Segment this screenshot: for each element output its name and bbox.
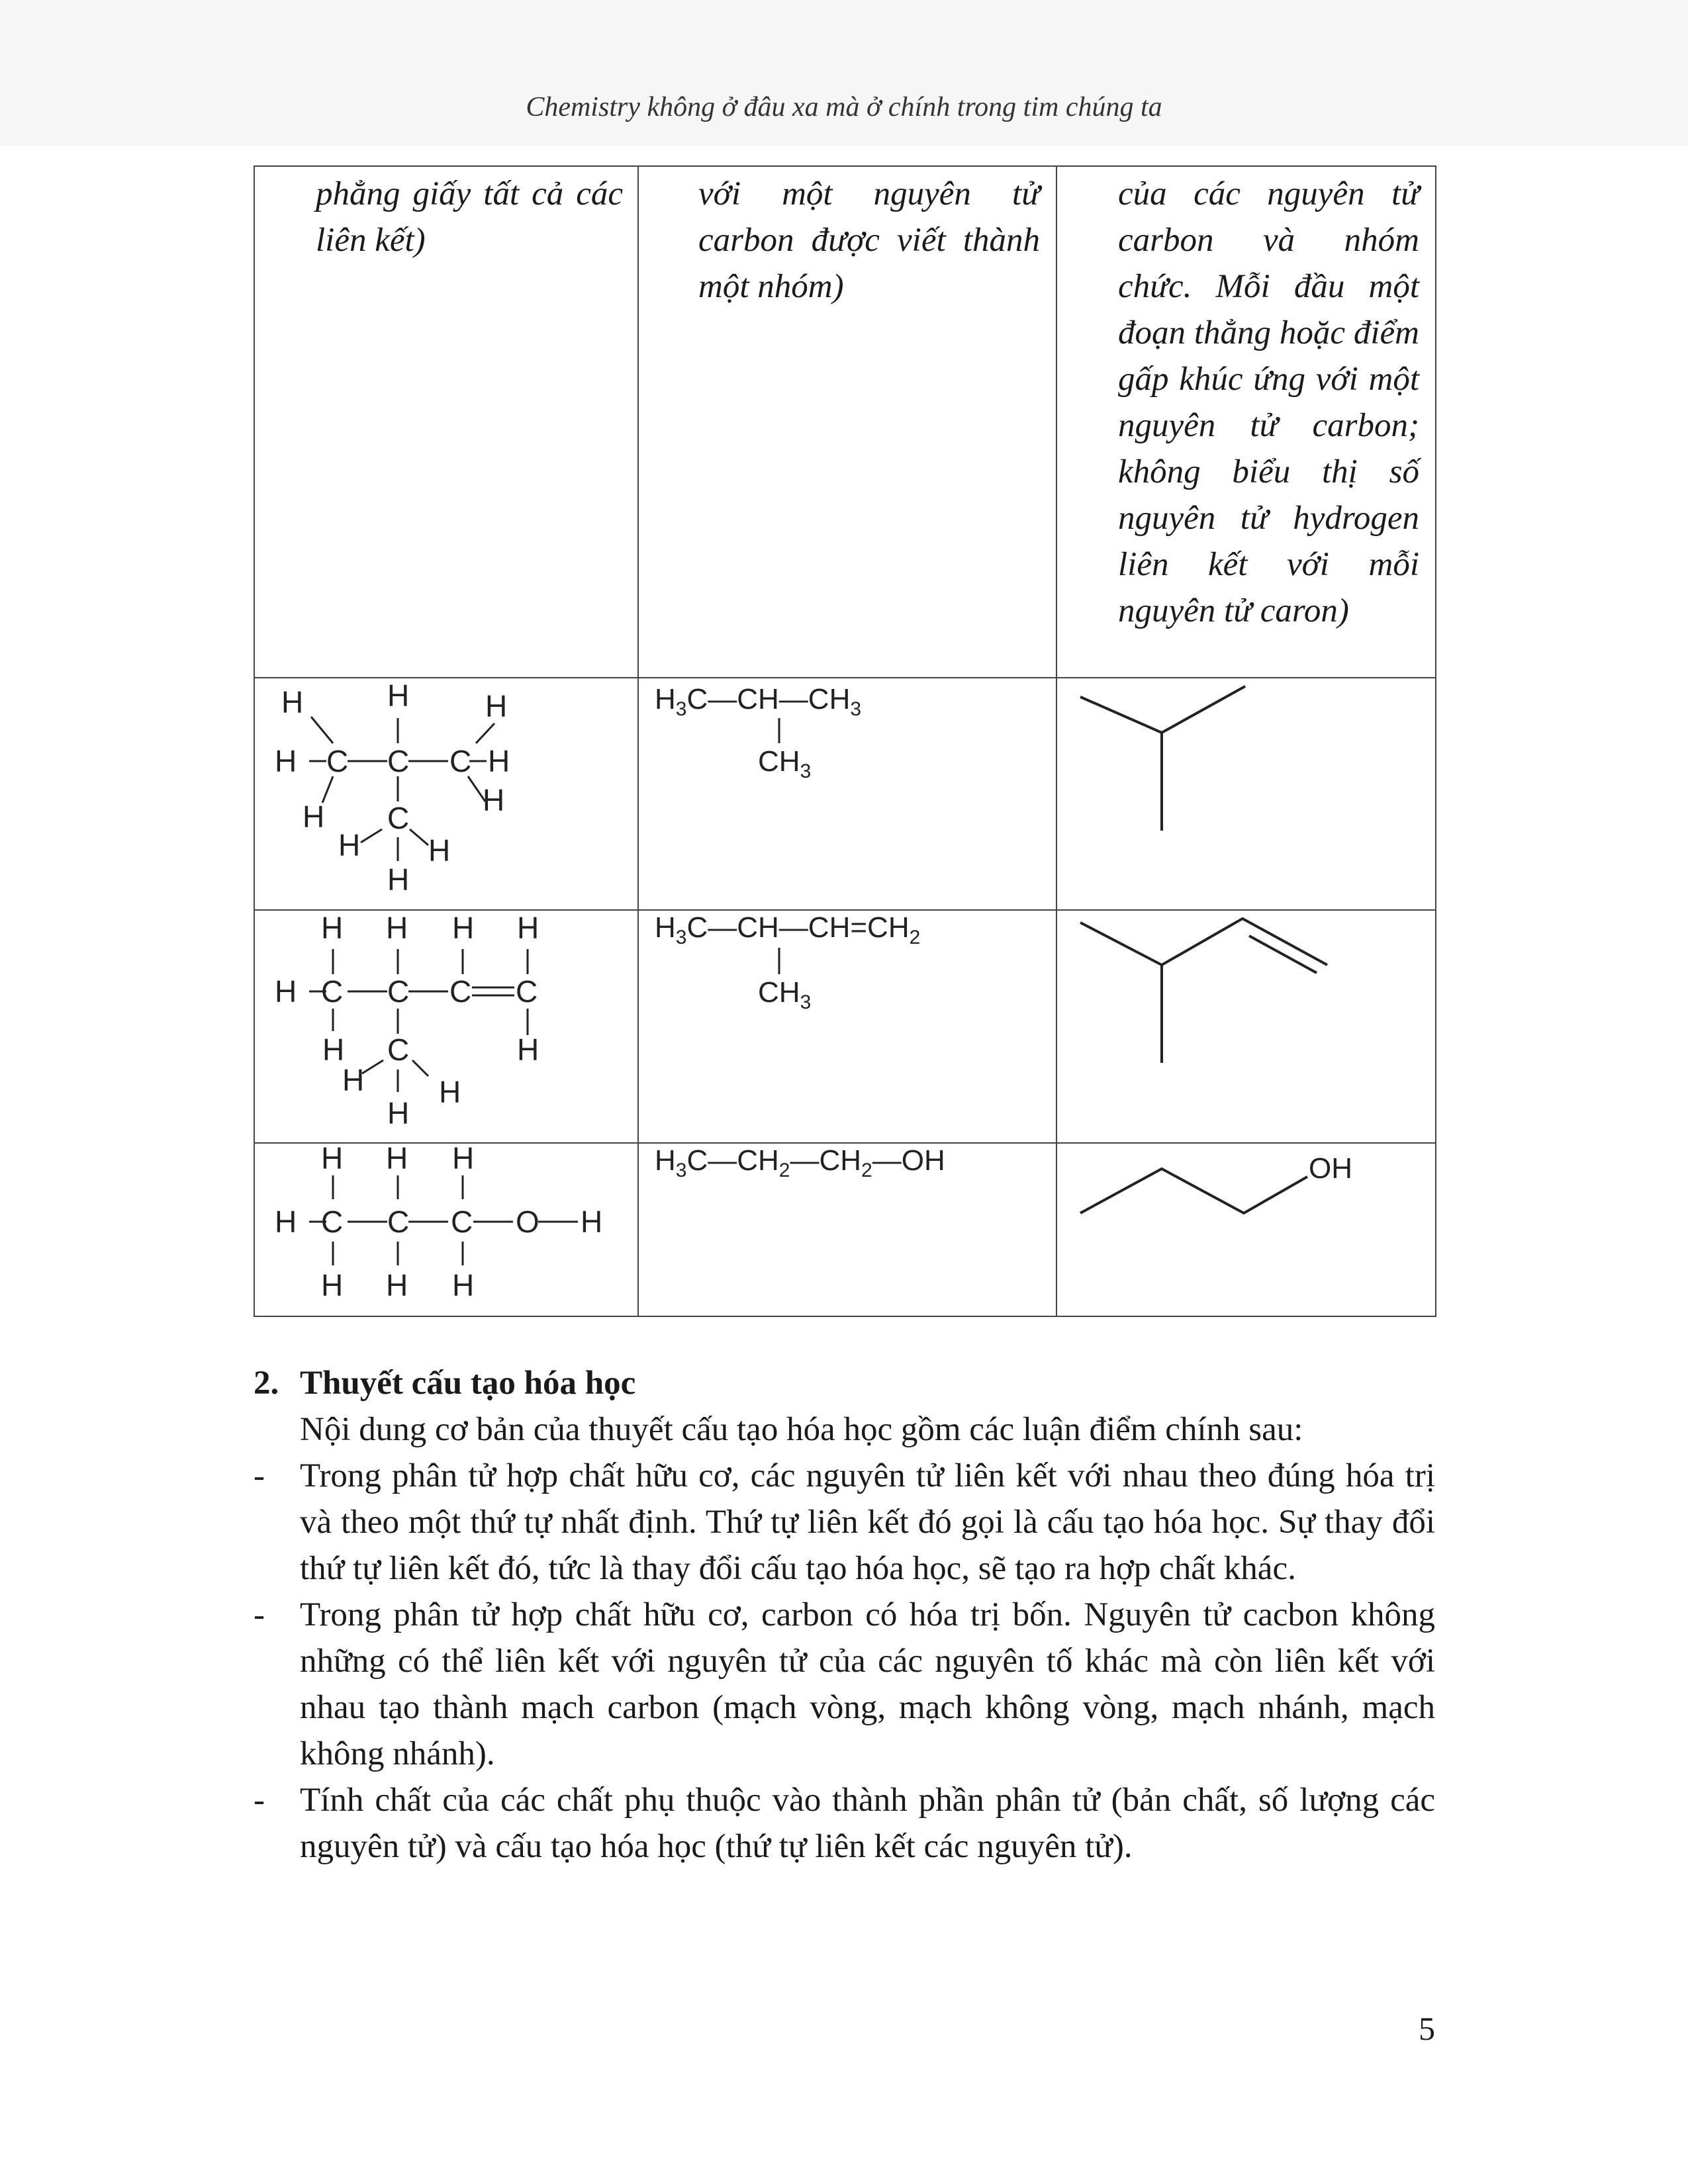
table-cell-full-structural [254,910,638,1143]
table-row-descriptions [254,166,1436,678]
skeletal-oh-label: OH [1309,1152,1352,1185]
svg-text:C: C [449,744,472,778]
svg-text:H: H [281,685,304,719]
bullet-text: Tính chất của các chất phụ thuộc vào thành phần phân tử (bản chất, số lượng các nguyên tử) và cấu tạo hóa học (thứ tự liên kết các nguyên tử). [300,1782,1435,1865]
svg-text:C: C [387,1032,410,1067]
condensed-branch: $CH_3$ [758,976,812,1013]
condensed-main-chain: $H_3C—CH—CH=CH_2$ [655,911,921,948]
structure-formula-table [254,165,1436,1317]
svg-text:O: O [516,1205,539,1239]
skeletal-description: của các nguyên tử carbon và nhóm chức. Mỗi đầu một đoạn thẳng hoặc điểm gấp khúc ứng với một nguyên tử carbon; không biểu thị số nguyên tử hydrogen liên kết với mỗi nguyên tử caron) [1118,175,1419,629]
svg-text:H: H [452,911,475,945]
svg-text:H: H [387,1096,410,1130]
svg-text:H: H [275,974,297,1009]
bullet-text: Trong phân tử hợp chất hữu cơ, carbon có hóa trị bốn. Nguyên tử cacbon không những có thể liên kết với nguyên tử của các nguyên tố khác mà còn liên kết với nhau tạo thành mạch carbon (mạch vòng, mạch không vòng, mạch nhánh, mạch không nhánh). [300,1596,1435,1772]
bullet-text: Trong phân tử hợp chất hữu cơ, các nguyên tử liên kết với nhau theo đúng hóa trị và theo một thứ tự nhất định. Thứ tự liên kết đó gọi là cấu tạo hóa học. Sự thay đổi thứ tự liên kết đó, tức là thay đổi cấu tạo hóa học, sẽ tạo ra hợp chất khác. [300,1457,1435,1587]
svg-text:C: C [387,801,410,835]
table-cell-skeletal [1056,910,1436,1143]
table-cell-condensed [638,678,1056,910]
bullet-dash: - [254,1457,265,1494]
full-structural-formula-propan-1-ol [255,1144,639,1317]
table-row [254,910,1436,1143]
bullet-dash: - [254,1596,265,1633]
section-intro: Nội dung cơ bản của thuyết cấu tạo hóa học gồm các luận điểm chính sau: [300,1411,1303,1448]
skeletal-formula-3-methylbut-1-ene [1057,911,1436,1144]
condensed-branch: $CH_3$ [758,745,812,782]
condensed-formula-propan-1-ol [639,1144,1057,1317]
skeletal-formula-2-methylpropane [1057,678,1436,911]
condensed-formula-2-methylpropane [639,678,1057,911]
svg-text:C: C [516,974,538,1009]
full-structural-description: phẳng giấy tất cả các liên kết) [316,175,623,259]
svg-text:H: H [322,1032,345,1067]
table-cell-full-structural [254,1143,638,1316]
section-heading [254,1360,1435,1406]
bullet-item [254,1592,1435,1777]
table-row [254,678,1436,910]
svg-text:H: H [321,1268,344,1302]
svg-text:C: C [387,744,410,778]
svg-text:C: C [387,974,410,1009]
svg-text:H: H [452,1144,475,1175]
section-number: 2. [254,1365,279,1402]
condensed-main-chain: $H_3C—CH_2—CH_2—OH$ [655,1144,945,1181]
svg-text:H: H [517,1032,539,1067]
svg-text:H: H [342,1063,365,1097]
bullet-dash: - [254,1782,265,1819]
svg-text:H: H [275,1205,297,1239]
table-cell-skeletal [1056,678,1436,910]
svg-text:H: H [517,911,539,945]
svg-text:H: H [275,744,297,778]
full-structural-formula-2-methylpropane [255,678,639,911]
svg-text:H: H [485,689,508,723]
table-cell-skeletal [1056,1143,1436,1316]
condensed-formula-3-methylbut-1-ene [639,911,1057,1144]
skeletal-formula-propan-1-ol [1057,1144,1436,1317]
svg-text:H: H [387,678,410,713]
svg-text:H: H [428,833,451,868]
section-title: Thuyết cấu tạo hóa học [300,1365,636,1402]
header-band [0,0,1688,146]
table-cell-skeletal-description [1056,166,1436,678]
svg-text:H: H [386,911,408,945]
page-number: 5 [1419,2010,1435,2047]
table-cell-condensed-description [638,166,1056,678]
full-structural-formula-3-methylbut-1-ene [255,911,639,1144]
svg-text:H: H [321,911,344,945]
table-row [254,1143,1436,1316]
svg-text:C: C [321,1205,344,1239]
svg-text:H: H [338,828,361,862]
svg-text:H: H [303,799,325,834]
table-cell-full-structural-description [254,166,638,678]
svg-text:H: H [488,744,510,778]
running-header: Chemistry không ở đâu xa mà ở chính trong tim chúng ta [526,92,1162,122]
table-cell-condensed [638,910,1056,1143]
bullet-item [254,1453,1435,1592]
table-cell-condensed [638,1143,1056,1316]
svg-text:C: C [449,974,472,1009]
condensed-main-chain: $H_3C—CH—CH_3$ [655,683,862,720]
table-cell-full-structural [254,678,638,910]
bullet-item [254,1777,1435,1870]
svg-text:C: C [326,744,349,778]
svg-text:C: C [387,1205,410,1239]
svg-text:H: H [386,1144,408,1175]
svg-text:H: H [386,1268,408,1302]
svg-text:H: H [387,862,410,897]
svg-text:H: H [321,1144,344,1175]
svg-text:H: H [452,1268,475,1302]
condensed-description: với một nguyên tử carbon được viết thành một nhóm) [698,175,1040,305]
svg-text:H: H [439,1075,461,1109]
svg-text:H: H [581,1205,603,1239]
svg-text:C: C [321,974,344,1009]
section-2 [254,1360,1435,1870]
svg-text:H: H [483,783,505,817]
svg-text:C: C [451,1205,473,1239]
